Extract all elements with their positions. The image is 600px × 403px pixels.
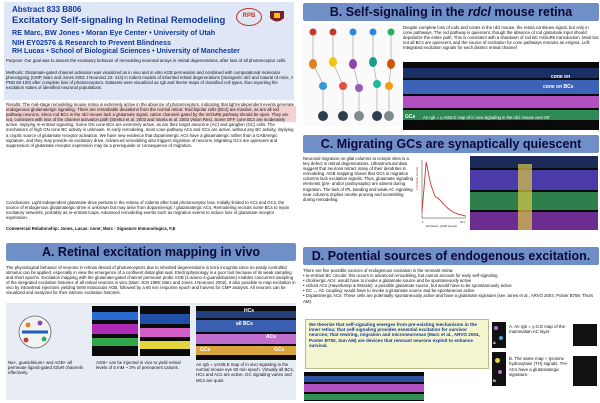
chart-x-tick-max: 201 bbox=[460, 220, 466, 224]
ac-layer-thumbnail-b bbox=[492, 352, 506, 386]
section-a-caption-left: Na+, guanidinium+ and AGB+ all permeate ligand-gated iGluR channels effectively. bbox=[8, 360, 83, 376]
neuron-diagram-icon bbox=[10, 307, 60, 357]
chart-x-tick-min: 1 bbox=[422, 220, 424, 224]
label-acs: ACs bbox=[266, 334, 277, 340]
label-all-bcs: all BCs bbox=[236, 321, 253, 327]
ac-layer-image-b bbox=[573, 356, 597, 386]
rpb-logo: RPB bbox=[236, 8, 262, 26]
authors-line: RE Marc, BW Jones • Moran Eye Center • University of Utah bbox=[12, 28, 216, 37]
chart-xlabel: Excitation (AGB signal) bbox=[426, 224, 457, 228]
section-d-body bbox=[303, 268, 599, 304]
migration-column-image bbox=[470, 156, 598, 230]
purpose-paragraph: Purpose: Our goal was to assess the excitatory behavior of remodeling neuronal arrays in retinal degenerations, after loss of all photoreceptor cells. bbox=[6, 58, 287, 63]
retina-rgb-map-rdcl bbox=[403, 62, 599, 130]
retina-image-in-vivo-2 bbox=[140, 306, 190, 356]
thumb-a-label: A bbox=[493, 340, 496, 345]
label-cone-on-bcs: cone on BCs bbox=[543, 84, 574, 90]
disclosure-line: Commercial Relationship: Jones, Lucas: none; Marc - Signature Immunologics, F,E bbox=[6, 226, 176, 231]
section-b-text: Despite complete loss of rods and cones in the rdcl mouse, the retina continues signal, but only in cone pathways. The rod pathway is quiescent, though the absence of rod glutamate input should depolarize the entire path. This is consistent with a shutdown of rod BC mGluR6 transduction. Most but not all BCs are quiescent, and the source of excitation for cone pathways remains an enigma. Left: Integrated excitation signals for each distinct retinal channel bbox=[403, 25, 599, 51]
section-b-title-post: mouse retina bbox=[490, 5, 573, 19]
ac-layer-thumbnail-a bbox=[492, 322, 506, 348]
section-d-bullet: • vGlut3 ACs (Haverkamp & Wässle): a possible glutamate source, but would have to be spontaneously active bbox=[303, 283, 512, 289]
section-b-title bbox=[303, 3, 599, 21]
ac-layer-image-a bbox=[573, 324, 597, 346]
logo-group bbox=[236, 8, 296, 30]
abstract-number: Abstract 833 B806 bbox=[12, 5, 82, 14]
chart-ylabel: Probability Density bbox=[415, 166, 419, 190]
methods-paragraph: Methods: Glutamate-gated channel activation was visualized as in vivo and in vitro AGB permeation and combined with computational molecular phenotyping (CMP, Marc and Jones 2002 J Neurosci 22: 413) in rodent models of inherited retinal degenerations (transgenic rdcl and natural rd mice, > PND 60-100) after complete loss of photoreceptors. Datasets were visualized as rgb and theme maps of classified cell types, thus reporting the excitation states of identified neuronal populations. bbox=[6, 70, 294, 91]
section-d-intro: There are five possible sources of endogenous excitation in the remnant retina: bbox=[303, 268, 454, 273]
section-d-caption-b: B. The same map + tyrosine hydroxylase (TH) signals. TH+ ACs have a glutamatergic signature. bbox=[509, 356, 569, 377]
section-a-caption-right: An rgb = γAGB.E map of in vivo signaling in the normal mouse eye 60 min epoch. Virtually all BCs, HCs and ACs are active. GC signaling varies and MCs are quiet. bbox=[196, 362, 295, 383]
poster-title: Excitatory Self-signaling In Retinal Remodeling bbox=[12, 15, 226, 26]
retina-strip-image bbox=[304, 372, 424, 401]
theory-note-box: We theorize that self-signaling emerges from pre-existing mechanisms in the inner retina; that self-signaling provides essential excitation for survivor neurons; that rewiring, migration and microneuromas (Marc et al., ARVO 2004, Poster B750, Sun AM) are devices that remnant neurons exploit to enhance survival. bbox=[305, 319, 489, 369]
conclusions-paragraph: Conclusions: Light-independent glutamate-drive persists in the retinas of rodents after total photoreceptor loss. Initially limited to ACs and GCs, the source of endogenous glutamatergic-drive is unknown but may arise from dopaminergic / glutamatergic ACs. Remodeling recruits some BCs to rejoin excitatory networks, probably as re-entrant loops. Advanced remodeling events such as migration seems to induce loss of glutamate receptor expression. bbox=[6, 200, 290, 221]
section-d-bullet: • cholinergic ACs: would have to invoke a glutamate source and be spontaneously active bbox=[303, 278, 472, 284]
label-hcs: HCs bbox=[244, 308, 255, 314]
grants-line: NIH EY02576 & Research to Prevent Blindness bbox=[12, 38, 171, 47]
label-gcs: GCs bbox=[405, 114, 416, 120]
excitation-density-chart bbox=[416, 156, 468, 228]
section-d-bullet: • Dopaminergic ACs: These cells are potentially spontaneously active and have a glutamate signature (see Jones et al., ARVO 2004, Poster B759, Thurs AM). bbox=[303, 293, 594, 304]
label-cone-on: cone on bbox=[551, 74, 571, 80]
section-c-title: C. Migrating GCs are synaptically quiescent bbox=[303, 135, 599, 153]
section-b-title-em: rdcl bbox=[467, 5, 491, 19]
label-gcs-right: GCs bbox=[274, 347, 285, 353]
retina-image-in-vivo-1 bbox=[92, 306, 138, 356]
section-c-text: Neuronal migration on glial columns to ectopic sites is a key defect in retinal degenerations. Ultrastructural data suggest that neurons retract many of their dendrites in remodeling. AGB mapping shows that GCs in migration columns lack excitation signals. Thus, glutamate signaling elements (pre- and/or postsynaptic) are absent during migration. The lack of IPL banding and weak AC signaling near columns implies neurite pruning and scrambling during remodeling. bbox=[303, 156, 414, 202]
university-logo-icon bbox=[268, 9, 286, 25]
section-a-title: A. Retinal excitation mapping in vivo bbox=[6, 243, 296, 261]
section-b-title-pre: B. Self-signaling in the bbox=[329, 5, 468, 19]
results-paragraph: Results: The mid-stage remodeling mouse retina is extremely active in the absence of photoreceptors, indicating that light-independent events generate endogenous glutamatergic signaling. There are remarkable deviations from the normal retina: Rod bipolar cells (BCs) are inactive, as are all rod pathway neurons. Since rod BCs in the rdcl mouse lack a glutamate signal, cation channels gated by the mGluR6 pathway should be open. They are not, consistent with loss of the channel activation path (Strettoi et al. 2003 and Varela et al. 2003 Vision Res). Some OFF cone BCs are moderately active, implying re-entrant signaling. Some ON cone BCs are extremely active, as are their target amacrine (AC) and ganglion (GC) cells. The mechanism of high ON cone BC activity is unknown. In early remodeling, most cone-pathway ACs and GCs are active, without any BC activity, implying a cryptic source of glutamate receptor activation. We have new evidence that dopaminergic ACs have a glutamatergic rather than a GABAergic signature, and they may provide an excitatory drive. Advanced remodeling also triggers migration of neurons. Migrating GCs are quiescent and suppression of glutamate receptor expression may be a prerequisite or consequence of migration. bbox=[6, 102, 294, 148]
section-d-bullet: • re-entrant BC circuits: this occurs in advanced remodeling, but cannot account for early self-signaling bbox=[303, 273, 498, 279]
section-d-bullet: • GC ↔ AC coupling: would have to invoke a glutamate source and be spontaneous active bbox=[303, 288, 475, 294]
retina-rgb-map-normal bbox=[196, 306, 296, 360]
label-gcs-left: GCs bbox=[200, 347, 211, 353]
section-a-text: The physiological behavior of neurons in retinas devoid of photoreceptors due to inherited degenerations is terra incognita since no easily controlled stimulus can be applied, especially in view the emergence of a confluent distal glial seal. Electrophysiology is a poor tool because of its weak sampling and short epochs. Excitation mapping with the glutamate-gated channel permeant probe AGB (1-amino-4-guanidobutane) enables concurrent sampling of the integrated excitation histories of all retinal neurons in vitro (Marc JCN 1999; Marc and Jones J Neurosci 2002). It also possible to map excitation in vivo by intravitreal injections yielding 5mM intraocular AGB, followed by a 60 min response epoch and harvest for CMP analysis. All neurons can be visualized and analyzed for their intrinsic excitation histories. bbox=[6, 265, 296, 296]
authors-line-2: RH Lucas • School of Biological Sciences • University of Manchester bbox=[12, 48, 240, 55]
section-d-caption-a: A. An rgb = γ.G.E map of the mammalian AC layer. bbox=[509, 324, 566, 335]
thumb-b-label: B bbox=[493, 378, 496, 383]
section-a-caption-mid: AGB+ can be injected in vivo to yield retinal levels of 5 mM ~ 3% of permanent cations. bbox=[96, 360, 181, 371]
section-b-image-caption: An rgb = γ.AGB.E map of in vivo signaling in the rdcl mouse over 60' bbox=[423, 115, 550, 120]
section-d-title: D. Potential sources of endogenous excitation. bbox=[303, 247, 599, 265]
retinal-channel-diagram bbox=[303, 24, 400, 126]
